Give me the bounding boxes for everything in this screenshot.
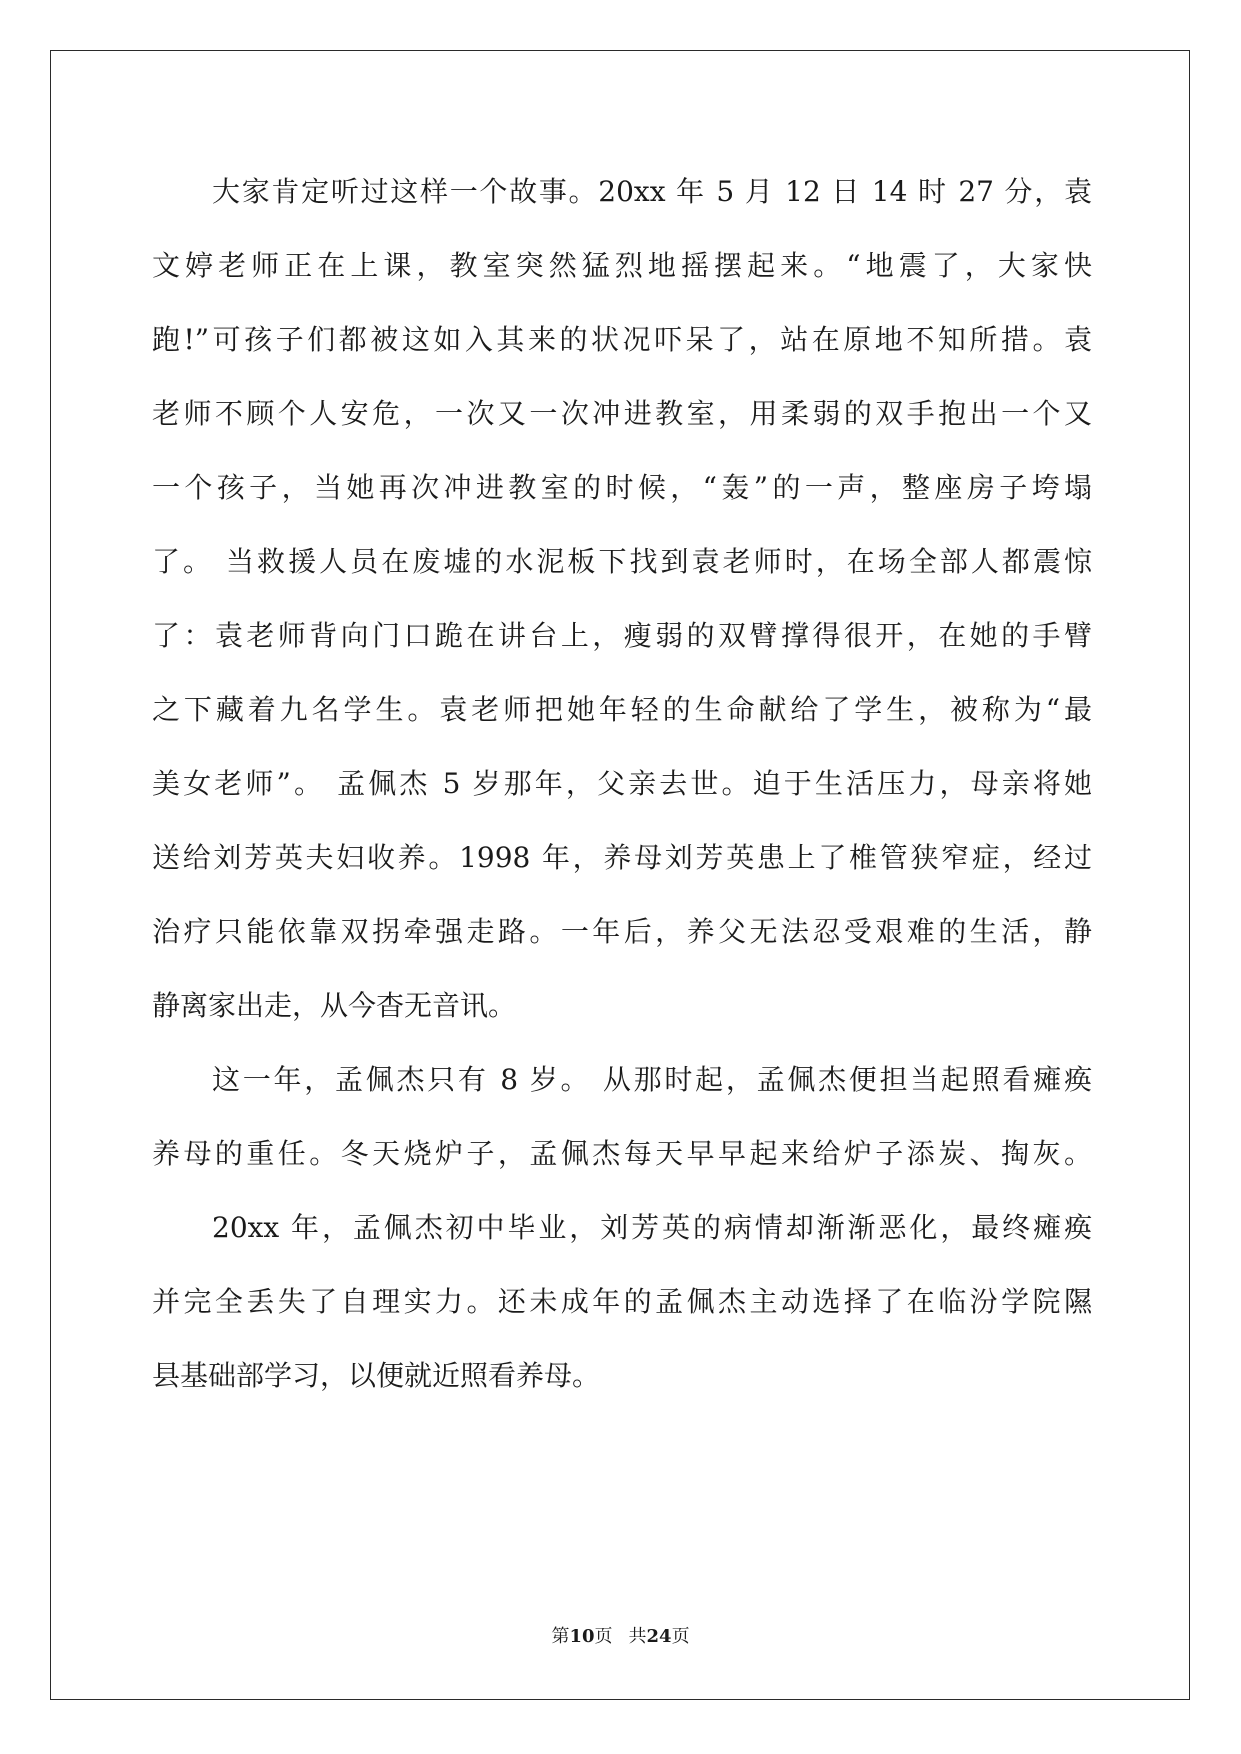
page-prefix: 第 — [551, 1626, 570, 1647]
paragraph-line: 跑!”可孩子们都被这如入其来的状况吓呆了，站在原地不知所措。袁 — [152, 323, 1092, 356]
paragraph-line: 文婷老师正在上课，教室突然猛烈地摇摆起来。“地震了，大家快 — [152, 249, 1092, 282]
paragraph-line: 了：袁老师背向门口跪在讲台上，瘦弱的双臂撑得很开，在她的手臂 — [152, 619, 1092, 652]
paragraph-line: 之下藏着九名学生。袁老师把她年轻的生命献给了学生，被称为“最 — [152, 693, 1092, 726]
paragraph-line: 美女老师”。 孟佩杰 5 岁那年，父亲去世。迫于生活压力，母亲将她 — [152, 767, 1092, 800]
paragraph-line: 一个孩子，当她再次冲进教室的时候，“轰”的一声，整座房子垮塌 — [152, 471, 1092, 504]
paragraph-line: 治疗只能依靠双拐牵强走路。一年后，养父无法忍受艰难的生活，静 — [152, 915, 1092, 948]
paragraph-line: 老师不顾个人安危，一次又一次冲进教室，用柔弱的双手抱出一个又 — [152, 397, 1092, 430]
paragraph-line: 了。 当救援人员在废墟的水泥板下找到袁老师时，在场全部人都震惊 — [152, 545, 1092, 578]
paragraph-line: 送给刘芳英夫妇收养。1998 年，养母刘芳英患上了椎管狭窄症，经过 — [152, 841, 1092, 874]
paragraph-line: 养母的重任。冬天烧炉子，孟佩杰每天早早起来给炉子添炭、掏灰。 — [152, 1137, 1092, 1170]
paragraph-line: 县基础部学习，以便就近照看养母。 — [152, 1359, 601, 1392]
paragraph-line: 静离家出走，从今杳无音讯。 — [152, 989, 517, 1022]
paragraph-line: 20xx 年，孟佩杰初中毕业，刘芳英的病情却渐渐恶化，最终瘫痪 — [212, 1211, 1092, 1244]
page-footer — [0, 1622, 1241, 1648]
paragraph-line: 大家肯定听过这样一个故事。20xx 年 5 月 12 日 14 时 27 分，袁 — [212, 175, 1092, 208]
page-suffix: 页 — [594, 1626, 613, 1647]
paragraph-line: 并完全丢失了自理实力。还未成年的孟佩杰主动选择了在临汾学院隰 — [152, 1285, 1092, 1318]
page-number: 10 — [569, 1626, 595, 1647]
document-body — [152, 162, 1092, 1420]
paragraph-line: 这一年，孟佩杰只有 8 岁。 从那时起，孟佩杰便担当起照看瘫痪 — [212, 1063, 1092, 1096]
total-pages: 24 — [646, 1626, 672, 1647]
total-prefix: 共 — [628, 1626, 647, 1647]
total-suffix: 页 — [671, 1626, 690, 1647]
